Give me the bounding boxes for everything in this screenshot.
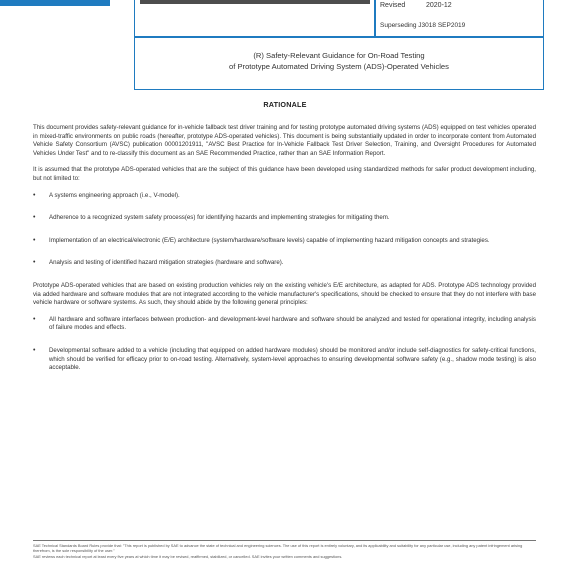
paragraph: This document provides safety-relevant guidance for in-vehicle fallback test driver training and for testing prototype automated driving systems (ADS) equipped on test vehicles operated in mixed-traffic environments on public roads (hereafter, prototype ADS-operated vehicles). This document is being substantially updated in order to incorporate content from Automated Vehicle Safety Consortium (AVSC) publication 00001201911, "AVSC Best Practice for In-Vehicle Fallback Test Driver Selection, Training, and Oversight Procedures for Automated Vehicles Under Test" and to re-classify this document as an SAE Recommended Practice, rather than an SAE Information Report.	[33, 124, 536, 157]
list-item-text: Analysis and testing of identified hazard mitigation strategies (hardware and software).	[49, 259, 284, 267]
list-item	[33, 347, 536, 373]
list-item	[33, 237, 536, 246]
paragraph: Prototype ADS-operated vehicles that are based on existing production vehicles rely on the existing vehicle's E/E architecture, as adapted for ADS. Prototype ADS technology provided via added hardware and software modules that are not integrated according to the vehicle manufacturer's specifications, should be checked to ensure that they do not interfere with base vehicle hardware or software systems. As such, they should abide by the following general principles:	[33, 281, 536, 307]
section-heading: RATIONALE	[263, 100, 307, 109]
bullet-list	[33, 316, 536, 373]
list-item	[33, 316, 536, 333]
footer-divider	[33, 540, 536, 541]
header-divider-vertical	[374, 0, 376, 36]
revised-label: Revised	[380, 2, 406, 9]
list-item-text: Implementation of an electrical/electronic (E/E) architecture (system/hardware/software levels) capable of implementing hazard mitigation concepts and strategies.	[49, 236, 490, 244]
list-item-text: Adherence to a recognized system safety process(es) for identifying hazards and implementing strategies for mitigating them.	[49, 214, 390, 222]
bullet-icon: •	[33, 236, 36, 244]
document-body	[33, 124, 536, 387]
revised-date: 2020-12	[426, 2, 452, 9]
document-title	[134, 50, 544, 72]
list-item	[33, 192, 536, 201]
bullet-icon: •	[33, 346, 36, 354]
footer-notice	[33, 543, 536, 561]
list-item	[33, 214, 536, 223]
header-box	[134, 0, 544, 90]
header-divider-horizontal	[134, 36, 544, 38]
list-item-text: All hardware and software interfaces between production- and development-level hardware and software should be analyzed and tested for operational integrity, including analysis of failure modes and effects.	[49, 315, 536, 332]
list-item-text: Developmental software added to a vehicle (including that equipped on added hardware modules) should be monitored and/or include self-diagnostics for safety-critical functions, which should be verified for efficacy prior to on-road testing. Alternatively, system-level approaches to ensuring developmental software safety (e.g., shadow mode testing) is also acceptable.	[49, 346, 536, 372]
bullet-icon: •	[33, 315, 36, 323]
superseding-note: Superseding J3018 SEP2019	[380, 22, 466, 29]
footer-line: SAE Technical Standards Board Rules provide that: "This report is published by SAE to advance the state of technical and engineering sciences. The use of this report is entirely voluntary, and its applicability and suitability for any particular use, including any patent infringement arising therefrom, is the sole responsibility of the user."	[33, 543, 523, 554]
list-item	[33, 259, 536, 268]
list-item-text: A systems engineering approach (i.e., V-model).	[49, 191, 180, 199]
bullet-icon: •	[33, 214, 36, 222]
title-line-1: (R) Safety-Relevant Guidance for On-Road Testing	[253, 51, 425, 60]
bullet-icon: •	[33, 259, 36, 267]
bullet-icon: •	[33, 191, 36, 199]
footer-line: SAE reviews each technical report at least every five years at which time it may be revised, reaffirmed, stabilized, or cancelled. SAE invites your written comments and suggestions.	[33, 554, 343, 560]
bullet-list	[33, 192, 536, 268]
brand-bar	[0, 0, 110, 6]
paragraph: It is assumed that the prototype ADS-operated vehicles that are the subject of this guidance have been developed using standardized methods for safer product development including, but not limited to:	[33, 166, 536, 182]
title-line-2: of Prototype Automated Driving System (ADS)-Operated Vehicles	[229, 62, 449, 71]
